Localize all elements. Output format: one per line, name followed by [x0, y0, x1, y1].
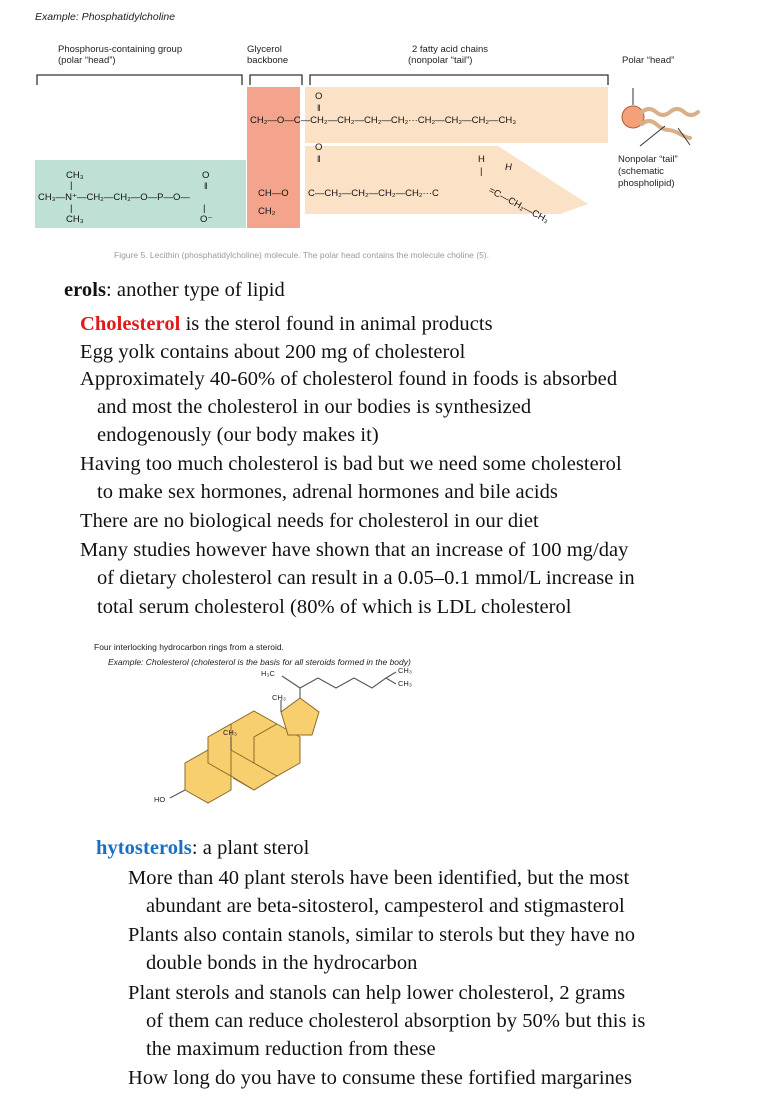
svg-text:|: |: [70, 180, 73, 191]
svg-text:H: H: [478, 154, 485, 165]
phytosterols-term: hytosterols: [96, 837, 192, 859]
svg-text:‖: ‖: [317, 103, 321, 113]
sterols-line-1: Egg yolk contains about 200 mg of cholesterol: [80, 341, 466, 363]
figure1-caption: Figure 5. Lecithin (phosphatidylcholine) molecule. The polar head contains the molecule choline (5).: [114, 250, 490, 260]
svg-text:O: O: [202, 170, 210, 181]
fatty-acid-chain-2-box: [305, 146, 588, 214]
phytosterols-line-6: of them can reduce cholesterol absorption by 50% but this is: [146, 1010, 646, 1032]
svg-text:CH₂: CH₂: [258, 206, 276, 217]
svg-text:|: |: [203, 203, 206, 214]
sterols-line-4: endogenously (our body makes it): [97, 424, 379, 446]
svg-text:CH₃—N⁺—CH₂—CH₂—O—P—O—: CH₃—N⁺—CH₂—CH₂—O—P—O—: [38, 192, 190, 203]
svg-text:CH₃: CH₃: [272, 693, 286, 702]
phytosterols-line-7: the maximum reduction from these: [146, 1038, 436, 1060]
svg-text:CH₃: CH₃: [223, 728, 237, 737]
svg-text:O⁻: O⁻: [200, 214, 213, 225]
sterols-line-10: total serum cholesterol (80% of which is LDL cholesterol: [97, 596, 572, 618]
svg-text:‖: ‖: [317, 154, 321, 164]
phytosterols-line-5: Plant sterols and stanols can help lower cholesterol, 2 grams: [128, 982, 626, 1004]
steroid-rings: [185, 698, 319, 803]
svg-text:O: O: [315, 91, 323, 102]
phytosterols-line-2: abundant are beta-sitosterol, campesterol and stigmasterol: [146, 895, 625, 917]
phytosterols-line-3: Plants also contain stanols, similar to sterols but they have no: [128, 924, 636, 946]
phytosterols-line-8: How long do you have to consume these fortified margarines: [128, 1067, 633, 1089]
phytosterols-line-1: More than 40 plant sterols have been identified, but the most: [128, 867, 630, 889]
figure2-title: Four interlocking hydrocarbon rings from a steroid.: [94, 642, 284, 652]
sterols-line-8: Many studies however have shown that an increase of 100 mg/day: [80, 539, 629, 561]
sterols-line-7: There are no biological needs for cholesterol in our diet: [80, 510, 539, 532]
cholesterol-definition: is the sterol found in animal products: [180, 313, 493, 335]
sterols-heading-line: [64, 278, 285, 302]
figure1-example-label: Example: Phosphatidylcholine: [35, 11, 176, 23]
sterols-line-2: Approximately 40-60% of cholesterol found in foods is absorbed: [80, 368, 618, 390]
svg-text:H: H: [505, 162, 512, 173]
svg-text:CH₂—O—C—CH₂—CH₂—CH₂—CH₂···CH₂—: CH₂—O—C—CH₂—CH₂—CH₂—CH₂···CH₂—CH₂—CH₂—CH₃: [250, 115, 517, 126]
figure2-example: Example: Cholesterol (cholesterol is the basis for all steroids formed in the body): [108, 657, 411, 667]
svg-text:C—CH₂—CH₂—CH₂—CH₂···C: C—CH₂—CH₂—CH₂—CH₂···C: [308, 188, 439, 199]
sterols-line-9: of dietary cholesterol can result in a 0.05–0.1 mmol/L increase in: [97, 567, 635, 589]
polar-head-label: Polar “head”: [622, 55, 675, 66]
schematic-phospholipid: [622, 88, 698, 146]
glycerol-group-label: Glycerol backbone: [247, 44, 289, 66]
svg-text:CH—O: CH—O: [258, 188, 289, 199]
svg-text:=C—CH₂—CH₃: =C—CH₂—CH₃: [486, 184, 551, 226]
group-brackets: [37, 75, 608, 85]
svg-text:CH₃: CH₃: [398, 679, 412, 688]
svg-text:|: |: [480, 166, 483, 177]
svg-text:CH₃: CH₃: [398, 666, 412, 675]
svg-text:HO: HO: [154, 795, 166, 804]
sterols-line-6: to make sex hormones, adrenal hormones and bile acids: [97, 481, 558, 503]
svg-text:‖: ‖: [204, 181, 208, 191]
svg-text:CH₃: CH₃: [66, 214, 84, 225]
svg-text:CH₃: CH₃: [66, 170, 84, 181]
phytosterols-line-4: double bonds in the hydrocarbon: [146, 952, 418, 974]
svg-text:|: |: [70, 203, 73, 214]
cholesterol-definition-line: [80, 312, 493, 336]
nonpolar-tail-label: Nonpolar “tail” (schematic phospholipid): [618, 154, 678, 189]
sterols-line-5: Having too much cholesterol is bad but we need some cholesterol: [80, 453, 622, 475]
phytosterols-definition: : a plant sterol: [191, 837, 310, 859]
phytosterols-heading-line: [96, 836, 309, 860]
fatty-acid-group-label: 2 fatty acid chains (nonpolar “tail”): [408, 44, 489, 66]
cholesterol-term: Cholesterol: [80, 313, 181, 335]
cholesterol-figure: [90, 638, 530, 813]
sterols-line-3: and most the cholesterol in our bodies is synthesized: [97, 396, 532, 418]
phosphorus-group-label: Phosphorus-containing group (polar “head”): [58, 44, 183, 66]
sterols-heading: erols: [64, 279, 107, 301]
svg-text:H₃C: H₃C: [261, 669, 275, 678]
ring-d: [281, 698, 319, 735]
sterols-heading-rest: : another type of lipid: [106, 279, 285, 301]
phosphatidylcholine-figure: [0, 0, 784, 262]
svg-text:O: O: [315, 142, 323, 153]
